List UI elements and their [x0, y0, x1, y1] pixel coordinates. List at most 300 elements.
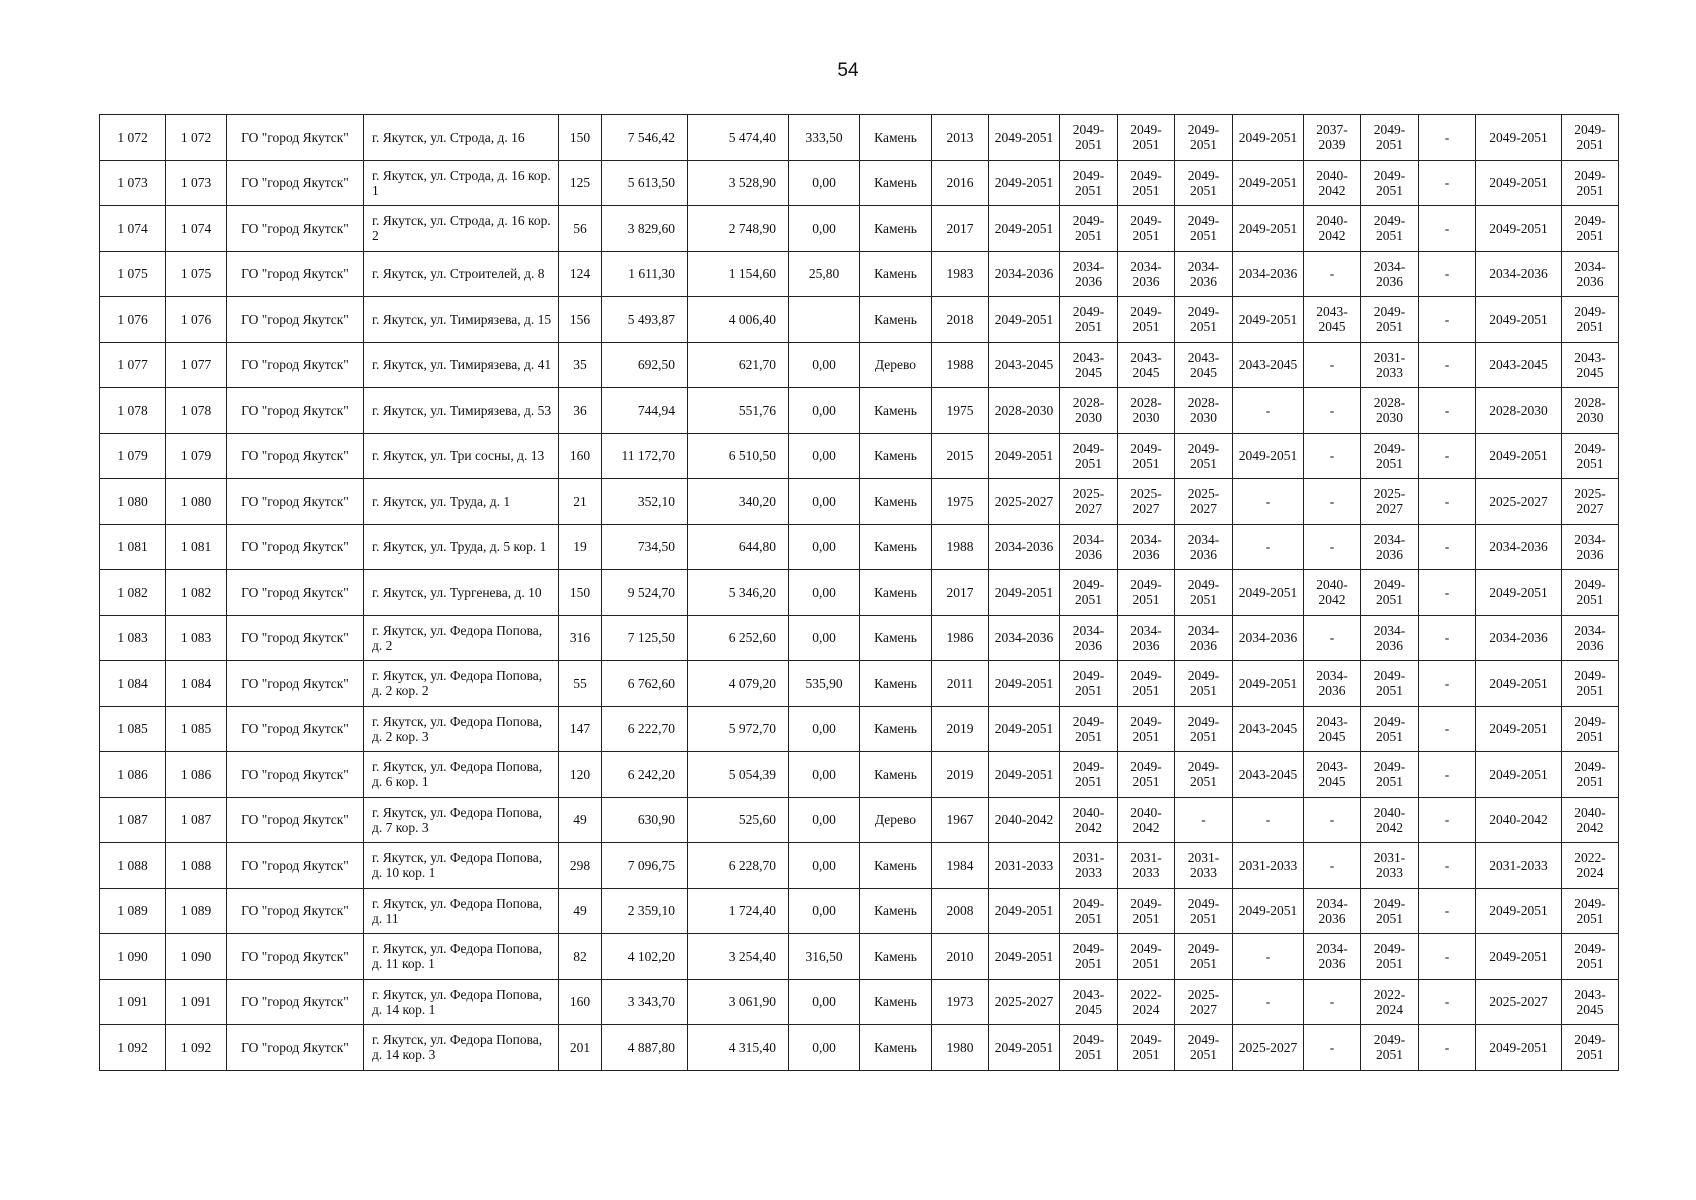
table-cell: 2049-2051: [989, 888, 1060, 934]
table-cell: 2049-2051: [989, 1025, 1060, 1071]
table-cell: 1 090: [100, 934, 166, 980]
table-cell: -: [1304, 615, 1361, 661]
table-cell: 7 125,50: [602, 615, 688, 661]
table-cell: 2031-2033: [989, 843, 1060, 889]
table-cell: 2031-2033: [1233, 843, 1304, 889]
table-cell: 1 078: [100, 388, 166, 434]
table-cell: 3 528,90: [688, 160, 789, 206]
table-cell: 2025-2027: [989, 979, 1060, 1025]
table-cell: г. Якутск, ул. Федора Попова, д. 11: [364, 888, 559, 934]
table-cell: -: [1233, 934, 1304, 980]
table-cell: 0,00: [789, 524, 860, 570]
table-cell: 2028-2030: [1476, 388, 1562, 434]
table-cell: 2034-2036: [1361, 251, 1419, 297]
table-cell: 1980: [932, 1025, 989, 1071]
table-cell: 5 613,50: [602, 160, 688, 206]
table-cell: -: [1304, 797, 1361, 843]
table-cell: 2049-2051: [1060, 570, 1118, 616]
table-cell: 6 222,70: [602, 706, 688, 752]
table-cell: -: [1304, 979, 1361, 1025]
table-cell: 2049-2051: [1562, 160, 1619, 206]
table-cell: -: [1419, 1025, 1476, 1071]
table-cell: Дерево: [860, 342, 932, 388]
table-cell: 2049-2051: [1562, 115, 1619, 161]
table-cell: г. Якутск, ул. Федора Попова, д. 7 кор. 3: [364, 797, 559, 843]
table-cell: -: [1304, 342, 1361, 388]
table-cell: Камень: [860, 479, 932, 525]
table-cell: 36: [559, 388, 602, 434]
table-cell: -: [1304, 388, 1361, 434]
table-cell: г. Якутск, ул. Тургенева, д. 10: [364, 570, 559, 616]
table-cell: Камень: [860, 979, 932, 1025]
table-cell: 2034-2036: [1562, 524, 1619, 570]
table-cell: 0,00: [789, 570, 860, 616]
table-cell: ГО "город Якутск": [227, 797, 364, 843]
table-cell: 1 072: [100, 115, 166, 161]
table-cell: 2049-2051: [989, 115, 1060, 161]
table-cell: 150: [559, 115, 602, 161]
table-cell: ГО "город Якутск": [227, 479, 364, 525]
table-cell: 5 972,70: [688, 706, 789, 752]
table-cell: 2049-2051: [1476, 297, 1562, 343]
table-cell: 21: [559, 479, 602, 525]
table-cell: ГО "город Якутск": [227, 206, 364, 252]
table-cell: 1 073: [100, 160, 166, 206]
table-cell: 1 092: [166, 1025, 227, 1071]
table-cell: ГО "город Якутск": [227, 433, 364, 479]
table-cell: Камень: [860, 752, 932, 798]
table-cell: Камень: [860, 388, 932, 434]
table-cell: 1 077: [166, 342, 227, 388]
table-cell: г. Якутск, ул. Федора Попова, д. 2 кор. 3: [364, 706, 559, 752]
table-cell: -: [1419, 615, 1476, 661]
table-cell: 1 080: [100, 479, 166, 525]
table-cell: 2049-2051: [989, 661, 1060, 707]
table-cell: 2049-2051: [1233, 433, 1304, 479]
table-cell: 2049-2051: [1361, 1025, 1419, 1071]
table-cell: г. Якутск, ул. Федора Попова, д. 2 кор. 2: [364, 661, 559, 707]
table-cell: г. Якутск, ул. Строда, д. 16: [364, 115, 559, 161]
table-cell: 0,00: [789, 342, 860, 388]
table-cell: 2034-2036: [1304, 934, 1361, 980]
table-cell: 2049-2051: [1476, 570, 1562, 616]
table-cell: 0,00: [789, 479, 860, 525]
table-cell: 1 089: [166, 888, 227, 934]
table-cell: 6 242,20: [602, 752, 688, 798]
table-cell: -: [1419, 206, 1476, 252]
table-cell: г. Якутск, ул. Федора Попова, д. 10 кор. 1: [364, 843, 559, 889]
table-cell: 1 082: [166, 570, 227, 616]
table-cell: 316,50: [789, 934, 860, 980]
table-cell: 56: [559, 206, 602, 252]
table-cell: ГО "город Якутск": [227, 615, 364, 661]
table-cell: 2049-2051: [1476, 1025, 1562, 1071]
table-cell: 1 076: [166, 297, 227, 343]
table-cell: 2049-2051: [1361, 297, 1419, 343]
table-cell: 2 359,10: [602, 888, 688, 934]
table-cell: -: [1233, 524, 1304, 570]
table-cell: 147: [559, 706, 602, 752]
table-cell: 1967: [932, 797, 989, 843]
table-cell: 2018: [932, 297, 989, 343]
table-cell: 2008: [932, 888, 989, 934]
table-cell: 1988: [932, 524, 989, 570]
table-cell: 2049-2051: [1175, 115, 1233, 161]
table-cell: -: [1304, 251, 1361, 297]
table-cell: 2049-2051: [1118, 661, 1175, 707]
table-cell: 120: [559, 752, 602, 798]
table-cell: 2049-2051: [1233, 661, 1304, 707]
table-cell: -: [1304, 433, 1361, 479]
table-cell: -: [1304, 524, 1361, 570]
table-cell: ГО "город Якутск": [227, 115, 364, 161]
table-cell: -: [1419, 843, 1476, 889]
table-cell: 3 343,70: [602, 979, 688, 1025]
table-cell: 2049-2051: [1060, 297, 1118, 343]
table-row: [100, 251, 1619, 297]
table-cell: 2049-2051: [1175, 888, 1233, 934]
table-cell: 2049-2051: [1175, 661, 1233, 707]
table-cell: 125: [559, 160, 602, 206]
table-cell: 2049-2051: [1233, 570, 1304, 616]
table-cell: 0,00: [789, 615, 860, 661]
table-cell: ГО "город Якутск": [227, 843, 364, 889]
table-row: [100, 934, 1619, 980]
table-cell: 2049-2051: [1118, 297, 1175, 343]
table-cell: 2049-2051: [1118, 934, 1175, 980]
table-cell: Камень: [860, 934, 932, 980]
table-cell: Камень: [860, 843, 932, 889]
table-cell: 2049-2051: [1476, 115, 1562, 161]
table-cell: 2034-2036: [1361, 524, 1419, 570]
table-cell: 1 088: [100, 843, 166, 889]
table-cell: 0,00: [789, 797, 860, 843]
table-cell: -: [1419, 570, 1476, 616]
table-cell: 2043-2045: [1304, 297, 1361, 343]
table-cell: г. Якутск, ул. Строда, д. 16 кор. 2: [364, 206, 559, 252]
table-cell: 6 510,50: [688, 433, 789, 479]
table-cell: 2049-2051: [1060, 433, 1118, 479]
table-cell: 2028-2030: [989, 388, 1060, 434]
table-cell: 2043-2045: [989, 342, 1060, 388]
table-cell: 2049-2051: [1562, 888, 1619, 934]
table-cell: 1 088: [166, 843, 227, 889]
table-cell: г. Якутск, ул. Труда, д. 5 кор. 1: [364, 524, 559, 570]
table-cell: 2043-2045: [1476, 342, 1562, 388]
table-cell: 2049-2051: [1175, 570, 1233, 616]
table-cell: 2028-2030: [1118, 388, 1175, 434]
table-cell: 2040-2042: [1304, 160, 1361, 206]
table-cell: 551,76: [688, 388, 789, 434]
table-cell: 2034-2036: [1175, 524, 1233, 570]
table-cell: 2049-2051: [1233, 297, 1304, 343]
table-cell: 2019: [932, 752, 989, 798]
table-cell: 2040-2042: [1304, 206, 1361, 252]
table-cell: 2049-2051: [1233, 115, 1304, 161]
table-row: [100, 160, 1619, 206]
table-cell: 2049-2051: [1361, 206, 1419, 252]
table-row: [100, 570, 1619, 616]
table-cell: 2049-2051: [1233, 206, 1304, 252]
table-cell: 1 077: [100, 342, 166, 388]
table-cell: 2043-2045: [1060, 979, 1118, 1025]
table-row: [100, 752, 1619, 798]
table-cell: 2049-2051: [1060, 888, 1118, 934]
table-cell: 2043-2045: [1562, 342, 1619, 388]
housing-schedule-table: [99, 114, 1619, 1071]
table-cell: 2049-2051: [1562, 1025, 1619, 1071]
table-cell: 2034-2036: [1060, 615, 1118, 661]
table-cell: 1 074: [166, 206, 227, 252]
table-cell: 2049-2051: [1060, 934, 1118, 980]
table-cell: 2049-2051: [1175, 160, 1233, 206]
table-cell: 2025-2027: [1361, 479, 1419, 525]
table-cell: 4 006,40: [688, 297, 789, 343]
table-cell: 2031-2033: [1361, 342, 1419, 388]
table-cell: 2040-2042: [1562, 797, 1619, 843]
table-cell: 4 887,80: [602, 1025, 688, 1071]
table-cell: 2015: [932, 433, 989, 479]
table-cell: 2031-2033: [1476, 843, 1562, 889]
table-cell: г. Якутск, ул. Тимирязева, д. 41: [364, 342, 559, 388]
table-cell: -: [1419, 979, 1476, 1025]
table-cell: 2034-2036: [1304, 661, 1361, 707]
table-cell: 1 073: [166, 160, 227, 206]
table-cell: 49: [559, 797, 602, 843]
table-cell: 4 102,20: [602, 934, 688, 980]
table-cell: 2049-2051: [989, 752, 1060, 798]
table-cell: 2049-2051: [1175, 206, 1233, 252]
table-cell: 3 829,60: [602, 206, 688, 252]
table-cell: г. Якутск, ул. Тимирязева, д. 15: [364, 297, 559, 343]
table-row: [100, 297, 1619, 343]
table-cell: г. Якутск, ул. Три сосны, д. 13: [364, 433, 559, 479]
table-cell: 1 072: [166, 115, 227, 161]
table-cell: 2034-2036: [1562, 615, 1619, 661]
table-cell: 2043-2045: [1233, 752, 1304, 798]
table-cell: 1 089: [100, 888, 166, 934]
table-cell: 2017: [932, 570, 989, 616]
table-cell: ГО "город Якутск": [227, 524, 364, 570]
table-cell: 2049-2051: [989, 206, 1060, 252]
table-cell: 160: [559, 979, 602, 1025]
table-cell: ГО "город Якутск": [227, 661, 364, 707]
table-cell: -: [1175, 797, 1233, 843]
table-cell: 1 080: [166, 479, 227, 525]
table-cell: 5 054,39: [688, 752, 789, 798]
table-cell: 2040-2042: [1060, 797, 1118, 843]
table-cell: 7 096,75: [602, 843, 688, 889]
table-cell: 2049-2051: [1118, 706, 1175, 752]
table-cell: 2049-2051: [1476, 160, 1562, 206]
table-cell: 2040-2042: [1476, 797, 1562, 843]
table-cell: 2022-2024: [1361, 979, 1419, 1025]
table-cell: 1 087: [100, 797, 166, 843]
table-cell: Дерево: [860, 797, 932, 843]
table-cell: ГО "город Якутск": [227, 979, 364, 1025]
table-cell: 2034-2036: [989, 524, 1060, 570]
table-cell: 1 079: [100, 433, 166, 479]
table-cell: 2037-2039: [1304, 115, 1361, 161]
table-cell: 1 078: [166, 388, 227, 434]
table-cell: ГО "город Якутск": [227, 388, 364, 434]
table-cell: 1 086: [100, 752, 166, 798]
table-cell: ГО "город Якутск": [227, 342, 364, 388]
table-cell: 1 081: [100, 524, 166, 570]
table-cell: 2049-2051: [1060, 1025, 1118, 1071]
table-cell: 2049-2051: [1118, 115, 1175, 161]
table-cell: 2028-2030: [1060, 388, 1118, 434]
table-cell: 2043-2045: [1562, 979, 1619, 1025]
table-cell: 1 085: [100, 706, 166, 752]
table-cell: -: [1419, 752, 1476, 798]
table-cell: -: [1304, 1025, 1361, 1071]
table-cell: 2011: [932, 661, 989, 707]
table-cell: 1986: [932, 615, 989, 661]
table-cell: 1 087: [166, 797, 227, 843]
table-cell: 0,00: [789, 433, 860, 479]
table-cell: 2049-2051: [1118, 888, 1175, 934]
table-cell: 2034-2036: [1118, 524, 1175, 570]
table-row: [100, 206, 1619, 252]
table-cell: 2025-2027: [1118, 479, 1175, 525]
table-cell: 1 092: [100, 1025, 166, 1071]
table-cell: г. Якутск, ул. Труда, д. 1: [364, 479, 559, 525]
table-cell: 2022-2024: [1562, 843, 1619, 889]
table-cell: 2040-2042: [1304, 570, 1361, 616]
table-cell: 2034-2036: [1060, 524, 1118, 570]
table-cell: 1 079: [166, 433, 227, 479]
table-cell: 2028-2030: [1361, 388, 1419, 434]
table-cell: 1 081: [166, 524, 227, 570]
table-cell: Камень: [860, 297, 932, 343]
table-cell: 2049-2051: [1361, 706, 1419, 752]
table-cell: 2049-2051: [989, 570, 1060, 616]
table-cell: Камень: [860, 661, 932, 707]
table-cell: 2049-2051: [1476, 934, 1562, 980]
table-cell: 2043-2045: [1175, 342, 1233, 388]
table-cell: 1975: [932, 479, 989, 525]
table-cell: 2049-2051: [989, 433, 1060, 479]
table-cell: Камень: [860, 206, 932, 252]
table-cell: 19: [559, 524, 602, 570]
table-cell: 692,50: [602, 342, 688, 388]
table-cell: 3 061,90: [688, 979, 789, 1025]
table-row: [100, 843, 1619, 889]
table-cell: 2049-2051: [1361, 752, 1419, 798]
table-cell: 744,94: [602, 388, 688, 434]
table-cell: 2025-2027: [1562, 479, 1619, 525]
table-cell: 2043-2045: [1304, 706, 1361, 752]
table-cell: 2034-2036: [1476, 251, 1562, 297]
table-cell: 2049-2051: [1476, 661, 1562, 707]
table-cell: 4 079,20: [688, 661, 789, 707]
table-cell: 2031-2033: [1118, 843, 1175, 889]
table-cell: 2049-2051: [1361, 433, 1419, 479]
table-cell: 2034-2036: [1118, 615, 1175, 661]
table-cell: 150: [559, 570, 602, 616]
table-cell: ГО "город Якутск": [227, 706, 364, 752]
table-cell: 2049-2051: [1476, 752, 1562, 798]
table-cell: ГО "город Якутск": [227, 251, 364, 297]
table-cell: 1 082: [100, 570, 166, 616]
table-cell: 2049-2051: [1562, 433, 1619, 479]
table-cell: ГО "город Якутск": [227, 752, 364, 798]
table-cell: ГО "город Якутск": [227, 1025, 364, 1071]
table-cell: -: [1419, 342, 1476, 388]
table-cell: г. Якутск, ул. Федора Попова, д. 14 кор. 1: [364, 979, 559, 1025]
table-cell: г. Якутск, ул. Строителей, д. 8: [364, 251, 559, 297]
table-cell: 298: [559, 843, 602, 889]
table-cell: -: [1419, 160, 1476, 206]
table-cell: 2049-2051: [1476, 706, 1562, 752]
table-cell: 2049-2051: [1060, 706, 1118, 752]
table-cell: 7 546,42: [602, 115, 688, 161]
table-cell: 2049-2051: [1175, 433, 1233, 479]
table-cell: ГО "город Якутск": [227, 888, 364, 934]
table-cell: 2017: [932, 206, 989, 252]
table-cell: -: [1233, 797, 1304, 843]
table-cell: 160: [559, 433, 602, 479]
table-cell: -: [1233, 979, 1304, 1025]
table-row: [100, 433, 1619, 479]
table-cell: 1 075: [166, 251, 227, 297]
table-cell: ГО "город Якутск": [227, 570, 364, 616]
table-cell: 1 724,40: [688, 888, 789, 934]
table-cell: 2040-2042: [989, 797, 1060, 843]
table-row: [100, 1025, 1619, 1071]
table-cell: 734,50: [602, 524, 688, 570]
table-cell: 2040-2042: [1118, 797, 1175, 843]
table-cell: 0,00: [789, 206, 860, 252]
table-cell: 2049-2051: [1060, 661, 1118, 707]
table-cell: 1 086: [166, 752, 227, 798]
table-cell: 2049-2051: [1060, 752, 1118, 798]
table-cell: 1988: [932, 342, 989, 388]
table-cell: 644,80: [688, 524, 789, 570]
table-cell: -: [1419, 934, 1476, 980]
table-cell: г. Якутск, ул. Строда, д. 16 кор. 1: [364, 160, 559, 206]
table-cell: ГО "город Якутск": [227, 160, 364, 206]
table-cell: 2049-2051: [1361, 115, 1419, 161]
table-cell: 1 074: [100, 206, 166, 252]
table-cell: 2049-2051: [1361, 888, 1419, 934]
table-cell: -: [1419, 297, 1476, 343]
table-row: [100, 979, 1619, 1025]
table-cell: 1 091: [166, 979, 227, 1025]
table-body: [100, 115, 1619, 1071]
table-cell: 0,00: [789, 160, 860, 206]
table-cell: 630,90: [602, 797, 688, 843]
table-cell: 1984: [932, 843, 989, 889]
table-cell: 2049-2051: [1562, 297, 1619, 343]
table-cell: 2 748,90: [688, 206, 789, 252]
table-cell: 2025-2027: [1175, 979, 1233, 1025]
table-row: [100, 797, 1619, 843]
table-cell: 2022-2024: [1118, 979, 1175, 1025]
table-cell: 1983: [932, 251, 989, 297]
table-cell: 2049-2051: [1118, 160, 1175, 206]
table-cell: 2049-2051: [1361, 934, 1419, 980]
table-cell: 6 252,60: [688, 615, 789, 661]
table-cell: 2049-2051: [1175, 297, 1233, 343]
table-cell: ГО "город Якутск": [227, 934, 364, 980]
table-cell: 2019: [932, 706, 989, 752]
table-cell: 2049-2051: [989, 160, 1060, 206]
table-row: [100, 342, 1619, 388]
table-cell: 2034-2036: [1118, 251, 1175, 297]
table-cell: 1 083: [166, 615, 227, 661]
